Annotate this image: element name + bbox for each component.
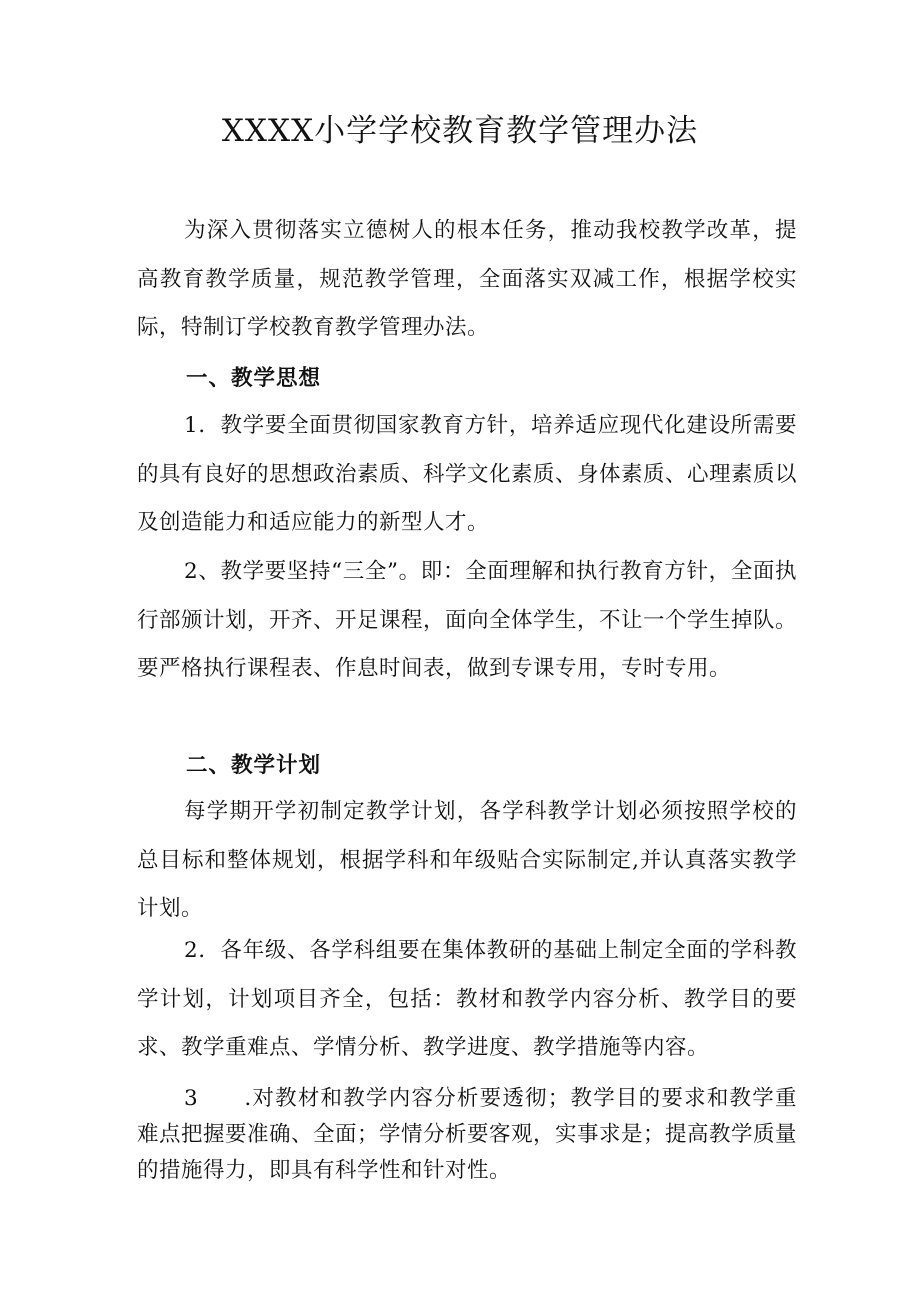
section2-paragraph-3: 3 .对教材和教学内容分析要透彻；教学目的要求和教学重难点把握要准确、全面；学情分析要客观，实事求是；提高教学质量的措施得力，即具有科学性和针对性。 [137,1086,798,1183]
document-title: XXXX小学学校教育教学管理办法 [221,113,699,149]
section1-paragraph-1: 1．教学要全面贯彻国家教育方针，培养适应现代化建设所需要的具有良好的思想政治素质、科学文化素质、身体素质、心理素质以及创造能力和适应能力的新型人才。 [137,413,798,535]
section-heading-teaching-plan: 二、教学计划 [186,753,322,778]
section2-paragraph-2: 2．各年级、各学科组要在集体教研的基础上制定全面的学科教学计划，计划项目齐全，包括：教材和教学内容分析、教学目的要求、教学重难点、学情分析、教学进度、教学措施等内容。 [137,938,797,1060]
section-heading-teaching-philosophy: 一、教学思想 [186,366,322,391]
section2-paragraph-1: 每学期开学初制定教学计划，各学科教学计划必须按照学校的总目标和整体规划，根据学科和年级贴合实际制定,并认真落实教学计划。 [137,799,797,921]
intro-paragraph: 为深入贯彻落实立德树人的根本任务，推动我校教学改革，提高教育教学质量，规范教学管理，全面落实双减工作，根据学校实际，特制订学校教育教学管理办法。 [137,218,797,340]
section1-paragraph-2: 2、教学要坚持“三全”。即：全面理解和执行教育方针，全面执行部颁计划，开齐、开足课程，面向全体学生，不让一个学生掉队。要严格执行课程表、作息时间表，做到专课专用，专时专用。 [137,559,798,681]
